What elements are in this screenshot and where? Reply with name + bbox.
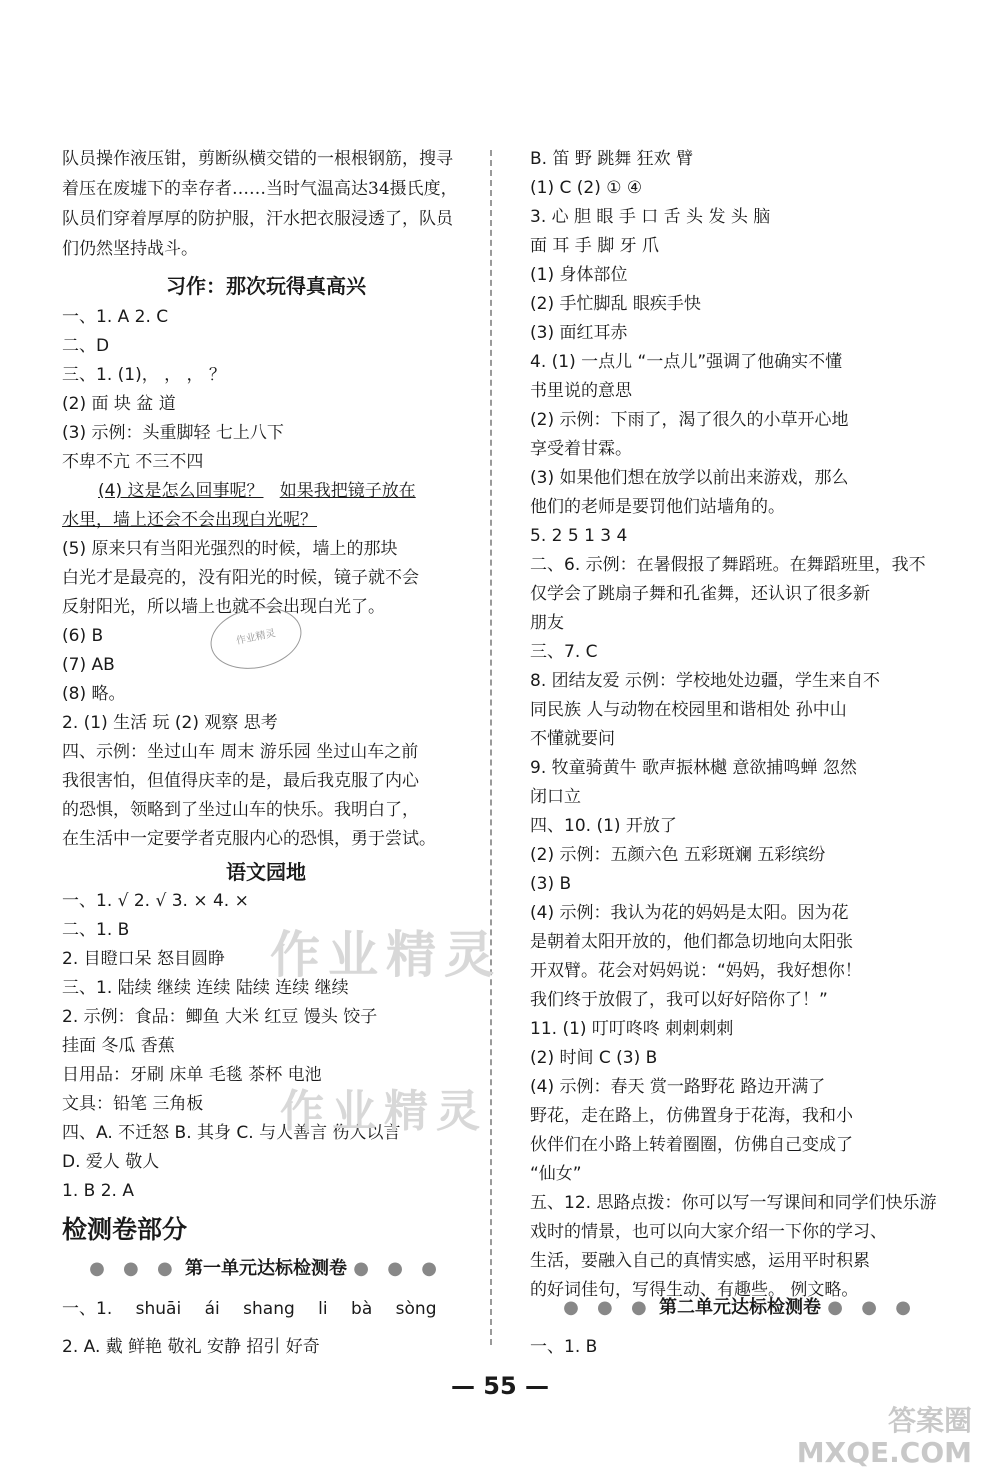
item-number: 一、1. xyxy=(62,1299,113,1319)
dot-decoration: ● ● ● xyxy=(353,1258,443,1279)
answer-line: 四、A. 不迁怒 B. 其身 C. 与人善言 伤人以言 xyxy=(62,1123,401,1143)
answer-line: 2. 目瞪口呆 怒目圆睁 xyxy=(62,949,226,969)
answer-line: 书里说的意思 xyxy=(530,381,632,401)
answer-line: 我很害怕，但值得庆幸的是，最后我克服了内心 xyxy=(62,771,419,791)
answer-line: (1) 身体部位 xyxy=(530,265,628,285)
answer-line: 戏时的情景，也可以向大家介绍一下你的学习、 xyxy=(530,1222,887,1242)
pinyin-line xyxy=(62,1298,454,1320)
watermark: 作业精灵 xyxy=(270,926,502,984)
answer-line: 四、10. (1) 开放了 xyxy=(530,816,677,836)
underlined-text: 水里，墙上还会不会出现白光呢？ xyxy=(62,510,317,530)
section-heading: 语文园地 xyxy=(226,860,306,884)
answer-line: 闭口立 xyxy=(530,787,581,807)
answer-line: (6) B xyxy=(62,626,104,646)
answer-line: 的好词佳句，写得生动、有趣些。 例文略。 xyxy=(530,1280,859,1300)
answer-line: B. 笛 野 跳舞 狂欢 臂 xyxy=(530,149,694,169)
answer-line: 4. (1) 一点儿 “一点儿”强调了他确实不懂 xyxy=(530,352,843,372)
answer-line: 一、1. B xyxy=(530,1337,598,1357)
answer-line: (2) 时间 C (3) B xyxy=(530,1048,658,1068)
answer-line: (8) 略。 xyxy=(62,684,126,704)
answer-line: 面 耳 手 脚 牙 爪 xyxy=(530,236,660,256)
answer-line: (3) 示例：头重脚轻 七上八下 xyxy=(62,423,284,443)
section-heading: 习作：那次玩得真高兴 xyxy=(166,274,366,298)
answer-line: 挂面 冬瓜 香蕉 xyxy=(62,1036,175,1056)
pinyin-answer: li xyxy=(318,1299,328,1319)
answer-line: 不卑不亢 不三不四 xyxy=(62,452,204,472)
answer-line: 生活，要融入自己的真情实感，运用平时积累 xyxy=(530,1251,870,1271)
dot-decoration: ● ● ● xyxy=(827,1297,917,1318)
answer-line: 文具：铅笔 三角板 xyxy=(62,1094,204,1114)
answer-line: 白光才是最亮的，没有阳光的时候，镜子就不会 xyxy=(62,568,419,588)
answer-line: 朋友 xyxy=(530,613,564,633)
text-line: 着压在废墟下的幸存者……当时气温高达34摄氏度， xyxy=(62,179,458,199)
answer-line: (5) 原来只有当阳光强烈的时候，墙上的那块 xyxy=(62,539,398,559)
answer-line: (3) B xyxy=(530,874,572,894)
column-divider xyxy=(490,150,492,1345)
answer-line: 8. 团结友爱 示例：学校地处边疆，学生来自不 xyxy=(530,671,881,691)
answer-line: (4) 示例：我认为花的妈妈是太阳。因为花 xyxy=(530,903,849,923)
banner-title: 第二单元达标检测卷 xyxy=(659,1297,821,1318)
text-line: 队员操作液压钳，剪断纵横交错的一根根钢筋，搜寻 xyxy=(62,149,453,169)
pinyin-answer: sòng xyxy=(395,1299,437,1319)
answer-line: 伙伴们在小路上转着圈圈，仿佛自己变成了 xyxy=(530,1135,853,1155)
answer-line: (2) 示例：下雨了，渴了很久的小草开心地 xyxy=(530,410,849,430)
underlined-text: 如果我把镜子放在 xyxy=(279,481,416,501)
answer-line xyxy=(98,480,416,502)
answer-line: 他们的老师是要罚他们站墙角的。 xyxy=(530,497,785,517)
answer-line: 1. B 2. A xyxy=(62,1181,134,1201)
answer-line: 一、1. √ 2. √ 3. × 4. × xyxy=(62,891,249,911)
answer-line: (2) 面 块 盆 道 xyxy=(62,394,176,414)
answer-line: 是朝着太阳开放的，他们都急切地向太阳张 xyxy=(530,932,853,952)
pinyin-answer: shang xyxy=(243,1299,295,1319)
text-line: 队员们穿着厚厚的防护服，汗水把衣服浸透了，队员 xyxy=(62,209,453,229)
underlined-text: (4) 这是怎么回事呢？ xyxy=(98,481,264,501)
banner-title: 第一单元达标检测卷 xyxy=(185,1258,347,1279)
page-number: — 55 — xyxy=(450,1372,550,1400)
answer-line: 11. (1) 叮叮咚咚 刺刺刺刺 xyxy=(530,1019,734,1039)
answer-line: (3) 如果他们想在放学以前出来游戏，那么 xyxy=(530,468,849,488)
answer-line: 二、6. 示例：在暑假报了舞蹈班。在舞蹈班里，我不 xyxy=(530,555,926,575)
answer-line: 四、示例：坐过山车 周末 游乐园 坐过山车之前 xyxy=(62,742,419,762)
answer-line: (4) 示例：春天 赏一路野花 路边开满了 xyxy=(530,1077,826,1097)
answer-line: 二、D xyxy=(62,336,110,356)
answer-line: 享受着甘霖。 xyxy=(530,439,632,459)
answer-line: 不懂就要问 xyxy=(530,729,615,749)
answer-line: “仙女” xyxy=(530,1164,582,1184)
answer-line: 五、12. 思路点拨：你可以写一写课间和同学们快乐游 xyxy=(530,1193,937,1213)
answer-line: 同民族 人与动物在校园里和谐相处 孙中山 xyxy=(530,700,847,720)
answer-line: 三、7. C xyxy=(530,642,598,662)
answer-line: 2. A. 戴 鲜艳 敬礼 安静 招引 好奇 xyxy=(62,1337,320,1357)
dot-decoration: ● ● ● xyxy=(563,1297,653,1318)
answer-line: (2) 手忙脚乱 眼疾手快 xyxy=(530,294,701,314)
part-heading: 检测卷部分 xyxy=(62,1215,188,1244)
answer-line: 我们终于放假了，我可以好好陪你了！” xyxy=(530,990,828,1010)
answer-line: 5. 2 5 1 3 4 xyxy=(530,526,628,546)
pinyin-answer: ái xyxy=(204,1299,220,1319)
stamp: 作业精灵 xyxy=(205,599,307,677)
pinyin-answer: shuāi xyxy=(135,1299,182,1319)
answer-line: (1) C (2) ① ④ xyxy=(530,178,643,198)
pinyin-answer: bà xyxy=(351,1299,373,1319)
answer-line: 在生活中一定要学者克服内心的恐惧，勇于尝试。 xyxy=(62,829,436,849)
answer-line: 2. (1) 生活 玩 (2) 观察 思考 xyxy=(62,713,278,733)
unit-test-banner xyxy=(62,1254,470,1280)
answer-line: 反射阳光，所以墙上也就不会出现白光了。 xyxy=(62,597,385,617)
answer-line: 2. 示例：食品：鲫鱼 大米 红豆 馒头 饺子 xyxy=(62,1007,378,1027)
answer-line: 9. 牧童骑黄牛 歌声振林樾 意欲捕鸣蝉 忽然 xyxy=(530,758,857,778)
answer-line: (3) 面红耳赤 xyxy=(530,323,628,343)
answer-line: 开双臂。花会对妈妈说：“妈妈，我好想你！ xyxy=(530,961,862,981)
answer-line: (7) AB xyxy=(62,655,115,675)
answer-line: 日用品：牙刷 床单 毛毯 茶杯 电池 xyxy=(62,1065,322,1085)
answer-line: 三、1. 陆续 继续 连续 陆续 连续 继续 xyxy=(62,978,349,998)
answer-line: 3. 心 胆 眼 手 口 舌 头 发 头 脑 xyxy=(530,207,771,227)
dot-decoration: ● ● ● xyxy=(89,1258,179,1279)
answer-line: 的恐惧，领略到了坐过山车的快乐。我明白了， xyxy=(62,800,419,820)
watermark: 作业精灵 xyxy=(280,1086,488,1137)
corner-logo: 答案圈 MXQE.COM xyxy=(796,1404,972,1469)
answer-line: 二、1. B xyxy=(62,920,130,940)
answer-line: 仅学会了跳扇子舞和孔雀舞，还认识了很多新 xyxy=(530,584,870,604)
text-line: 们仍然坚持战斗。 xyxy=(62,239,198,259)
answer-line: 三、1. (1)， ， ， ？ xyxy=(62,365,226,385)
answer-line: (2) 示例：五颜六色 五彩斑斓 五彩缤纷 xyxy=(530,845,826,865)
answer-line: 一、1. A 2. C xyxy=(62,307,169,327)
answer-line: 野花，走在路上，仿佛置身于花海，我和小 xyxy=(530,1106,853,1126)
answer-line: D. 爱人 敬人 xyxy=(62,1152,160,1172)
unit-test-banner xyxy=(530,1293,950,1319)
